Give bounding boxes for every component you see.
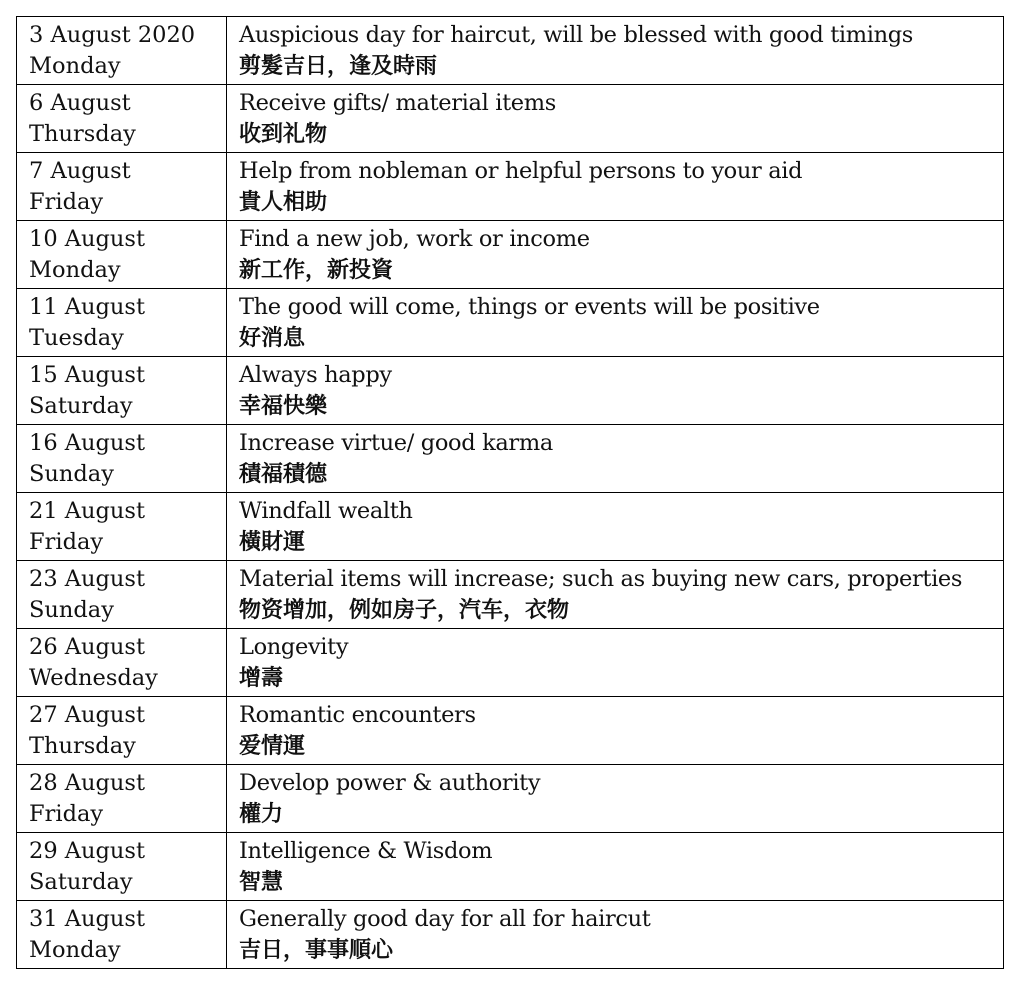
date-text: 16 August [29,429,146,456]
meaning-english: Longevity [239,633,349,660]
table-row [17,833,1004,901]
table-body [17,17,1004,969]
date-text: 15 August [29,361,146,388]
table-row [17,561,1004,629]
date-cell [17,833,227,901]
date-text: 26 August [29,633,146,660]
weekday-text: Friday [29,800,104,827]
weekday-text: Thursday [29,120,136,147]
date-text: 7 August [29,157,131,184]
date-cell [17,85,227,153]
weekday-text: Sunday [29,460,114,487]
meaning-english: Increase virtue/ good karma [239,429,553,456]
weekday-text: Saturday [29,392,133,419]
meaning-cell [227,17,1004,85]
meaning-chinese: 吉日，事事順心 [239,937,394,963]
meaning-english: Windfall wealth [239,497,413,524]
date-text: 21 August [29,497,146,524]
date-text: 11 August [29,293,146,320]
date-text: 6 August [29,89,131,116]
table-row [17,289,1004,357]
meaning-cell [227,153,1004,221]
meaning-english: Material items will increase; such as buying new cars, properties [239,565,963,592]
meaning-cell [227,697,1004,765]
date-text: 31 August [29,905,146,932]
date-cell [17,697,227,765]
meaning-english: Help from nobleman or helpful persons to your aid [239,157,803,184]
table-row [17,765,1004,833]
meaning-cell [227,629,1004,697]
weekday-text: Sunday [29,596,114,623]
meaning-english: Find a new job, work or income [239,225,590,252]
table-row [17,901,1004,969]
meaning-cell [227,833,1004,901]
meaning-cell [227,901,1004,969]
table-row [17,153,1004,221]
date-cell [17,493,227,561]
date-cell [17,561,227,629]
meaning-chinese: 新工作，新投資 [239,257,394,283]
meaning-cell [227,493,1004,561]
table-row [17,697,1004,765]
date-cell [17,765,227,833]
date-cell [17,17,227,85]
meaning-cell [227,765,1004,833]
date-text: 28 August [29,769,146,796]
table-row [17,357,1004,425]
date-cell [17,425,227,493]
weekday-text: Tuesday [29,324,124,351]
table-row [17,629,1004,697]
meaning-chinese: 橫財運 [239,529,306,555]
table-row [17,85,1004,153]
date-cell [17,153,227,221]
weekday-text: Friday [29,528,104,555]
date-text: 27 August [29,701,146,728]
meaning-cell [227,357,1004,425]
weekday-text: Monday [29,52,121,79]
meaning-cell [227,221,1004,289]
meaning-english: Always happy [239,361,392,388]
table-row [17,17,1004,85]
meaning-cell [227,561,1004,629]
meaning-chinese: 權力 [239,801,284,827]
weekday-text: Monday [29,936,121,963]
meaning-cell [227,289,1004,357]
meaning-chinese: 幸福快樂 [239,393,328,419]
date-text: 3 August 2020 [29,21,196,48]
weekday-text: Wednesday [29,664,158,691]
meaning-cell [227,425,1004,493]
meaning-english: Intelligence & Wisdom [239,837,493,864]
weekday-text: Monday [29,256,121,283]
meaning-english: Generally good day for all for haircut [239,905,651,932]
date-cell [17,221,227,289]
date-cell [17,629,227,697]
weekday-text: Friday [29,188,104,215]
haircut-dates-table [16,16,1004,969]
date-cell [17,357,227,425]
meaning-english: Romantic encounters [239,701,476,728]
meaning-chinese: 智慧 [239,869,284,895]
meaning-chinese: 增壽 [239,665,284,691]
table-row [17,493,1004,561]
date-text: 10 August [29,225,146,252]
meaning-chinese: 好消息 [239,325,306,351]
meaning-chinese: 積福積德 [239,461,328,487]
table-row [17,425,1004,493]
meaning-chinese: 收到礼物 [239,121,328,147]
date-text: 23 August [29,565,146,592]
meaning-chinese: 爱情運 [239,733,306,759]
weekday-text: Thursday [29,732,136,759]
meaning-chinese: 剪髮吉日，逢及時雨 [239,53,438,79]
date-text: 29 August [29,837,146,864]
meaning-english: Auspicious day for haircut, will be blessed with good timings [239,21,913,48]
meaning-chinese: 物资增加，例如房子，汽车，衣物 [239,597,570,623]
meaning-cell [227,85,1004,153]
meaning-chinese: 貴人相助 [239,189,328,215]
date-cell [17,289,227,357]
weekday-text: Saturday [29,868,133,895]
date-cell [17,901,227,969]
meaning-english: The good will come, things or events will be positive [239,293,820,320]
table-row [17,221,1004,289]
meaning-english: Receive gifts/ material items [239,89,556,116]
meaning-english: Develop power & authority [239,769,541,796]
